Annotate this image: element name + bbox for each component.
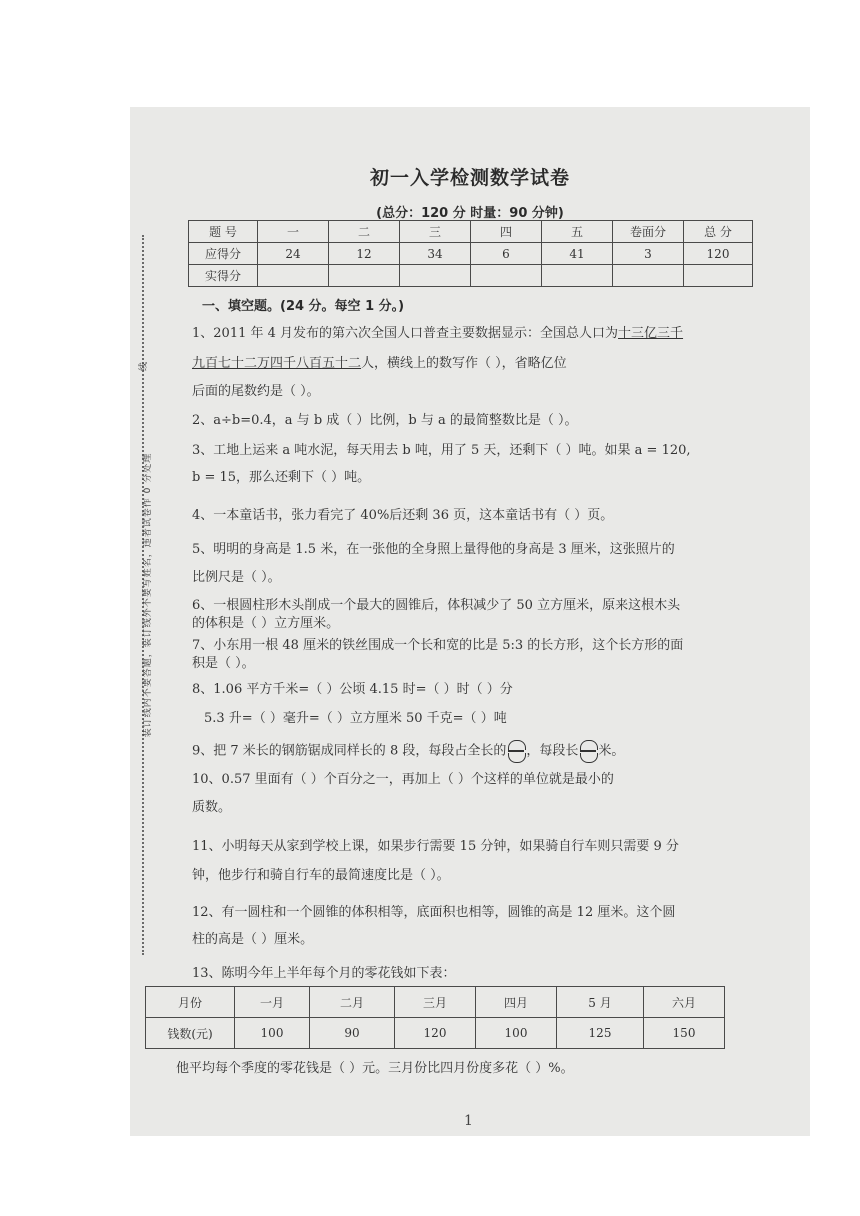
question-1-line-3: 后面的尾数约是（ ）。 [192, 384, 320, 399]
score-cell: 34 [400, 243, 471, 265]
question-11-line-1: 11、小明每天从家到学校上课，如果步行需要 15 分钟，如果骑自行车则只需要 9 分 [192, 839, 679, 854]
question-13-after: 他平均每个季度的零花钱是（ ）元。三月份比四月份度多花（ ）%。 [176, 1061, 574, 1076]
score-header-cell: 一 [258, 221, 329, 243]
question-12-line-1: 12、有一圆柱和一个圆锥的体积相等，底面积也相等，圆锥的高是 12 厘米。这个圆 [192, 905, 676, 920]
question-12-line-2: 柱的高是（ ）厘米。 [192, 932, 314, 947]
allowance-header-cell: 六月 [644, 987, 725, 1018]
question-7-line-1: 7、小东用一根 48 厘米的铁丝围成一个长和宽的比是 5:3 的长方形，这个长方形的面 [192, 638, 684, 653]
question-2: 2、a÷b=0.4，a 与 b 成（ ）比例，b 与 a 的最简整数比是（ ）。 [192, 413, 578, 428]
allowance-cell: 100 [476, 1018, 557, 1049]
allowance-cell: 钱数(元) [146, 1018, 235, 1049]
question-6-line-1: 6、一根圆柱形木头削成一个最大的圆锥后，体积减少了 50 立方厘米，原来这根木头 [192, 598, 681, 613]
score-header-cell: 总 分 [684, 221, 753, 243]
score-blank-cell[interactable] [329, 265, 400, 287]
score-header-cell: 三 [400, 221, 471, 243]
allowance-cell: 125 [557, 1018, 644, 1049]
score-blank-cell[interactable] [684, 265, 753, 287]
score-table-header-row [189, 221, 753, 243]
allowance-table [145, 986, 725, 1049]
q1-underlined-number: 十三亿三千 [618, 326, 684, 341]
q9-text: 9、把 7 米长的钢筋锯成同样长的 8 段，每段占全长的 [192, 743, 507, 759]
score-cell: 3 [613, 243, 684, 265]
score-header-cell: 二 [329, 221, 400, 243]
allowance-value-row [146, 1018, 725, 1049]
score-cell: 24 [258, 243, 329, 265]
score-cell: 41 [542, 243, 613, 265]
q1-underlined-number: 九百七十二万四千八百五十二 [192, 356, 362, 371]
question-7-line-2: 积是（ ）。 [192, 656, 255, 671]
score-cell: 应得分 [189, 243, 258, 265]
score-cell: 实得分 [189, 265, 258, 287]
allowance-cell: 100 [235, 1018, 310, 1049]
allowance-header-row [146, 987, 725, 1018]
score-cell: 120 [684, 243, 753, 265]
allowance-header-cell: 月份 [146, 987, 235, 1018]
q9-text: 米。 [598, 743, 625, 759]
question-8-line-1: 8、1.06 平方千米=（ ）公顷 4.15 时=（ ）时（ ）分 [192, 682, 513, 697]
question-5-line-2: 比例尺是（ ）。 [192, 570, 281, 585]
allowance-header-cell: 5 月 [557, 987, 644, 1018]
q1-text: 人，横线上的数写作（ ），省略亿位 [361, 356, 567, 371]
binding-notice: 装订线内不要答题，装订线外不要写姓名，违者试卷作 0 分处理 [143, 452, 153, 738]
score-table [188, 220, 753, 287]
section-heading: 一、填空题。(24 分。每空 1 分。) [202, 299, 405, 314]
score-blank-cell[interactable] [542, 265, 613, 287]
question-10-line-1: 10、0.57 里面有（ ）个百分之一，再加上（ ）个这样的单位就是最小的 [192, 772, 614, 787]
score-header-cell: 卷面分 [613, 221, 684, 243]
question-9 [192, 740, 624, 762]
question-1-line-2 [192, 355, 567, 373]
exam-subtitle: (总分：120 分 时量：90 分钟) [376, 206, 564, 221]
q1-text: 1、2011 年 4 月发布的第六次全国人口普查主要数据显示：全国总人口为 [192, 326, 619, 341]
allowance-cell: 150 [644, 1018, 725, 1049]
page-number: 1 [464, 1113, 473, 1129]
question-3-line-1: 3、工地上运来 a 吨水泥，每天用去 b 吨，用了 5 天，还剩下（ ）吨。如果 a = 120, [192, 443, 691, 458]
score-blank-cell[interactable] [613, 265, 684, 287]
score-header-cell: 五 [542, 221, 613, 243]
question-4: 4、一本童话书，张力看完了 40%后还剩 36 页，这本童话书有（ ）页。 [192, 508, 614, 523]
allowance-cell: 120 [395, 1018, 476, 1049]
exam-paper [130, 107, 810, 1136]
score-header-cell: 题 号 [189, 221, 258, 243]
allowance-header-cell: 三月 [395, 987, 476, 1018]
score-blank-cell[interactable] [471, 265, 542, 287]
score-blank-cell[interactable] [258, 265, 329, 287]
allowance-header-cell: 一月 [235, 987, 310, 1018]
question-8-line-2: 5.3 升=（ ）毫升=（ ）立方厘米 50 千克=（ ）吨 [204, 711, 507, 726]
question-5-line-1: 5、明明的身高是 1.5 米，在一张他的全身照上量得他的身高是 3 厘米，这张照片的 [192, 542, 675, 557]
score-table-actual-row [189, 265, 753, 287]
question-10-line-2: 质数。 [192, 800, 232, 815]
score-blank-cell[interactable] [400, 265, 471, 287]
fraction-blank-icon[interactable] [580, 740, 596, 762]
question-11-line-2: 钟，他步行和骑自行车的最简速度比是（ ）。 [192, 868, 450, 883]
allowance-header-cell: 二月 [310, 987, 395, 1018]
exam-title: 初一入学检测数学试卷 [369, 167, 570, 189]
score-header-cell: 四 [471, 221, 542, 243]
question-13-intro: 13、陈明今年上半年每个月的零花钱如下表： [192, 966, 456, 981]
allowance-header-cell: 四月 [476, 987, 557, 1018]
question-6-line-2: 的体积是（ ）立方厘米。 [192, 616, 340, 631]
score-table-full-row [189, 243, 753, 265]
allowance-cell: 90 [310, 1018, 395, 1049]
question-1-line-1 [192, 325, 683, 343]
q9-text: ，每段长 [526, 743, 579, 759]
score-cell: 12 [329, 243, 400, 265]
fraction-blank-icon[interactable] [508, 740, 524, 762]
binding-mark: 线 [139, 361, 149, 371]
question-3-line-2: b = 15，那么还剩下（ ）吨。 [192, 470, 371, 485]
score-cell: 6 [471, 243, 542, 265]
